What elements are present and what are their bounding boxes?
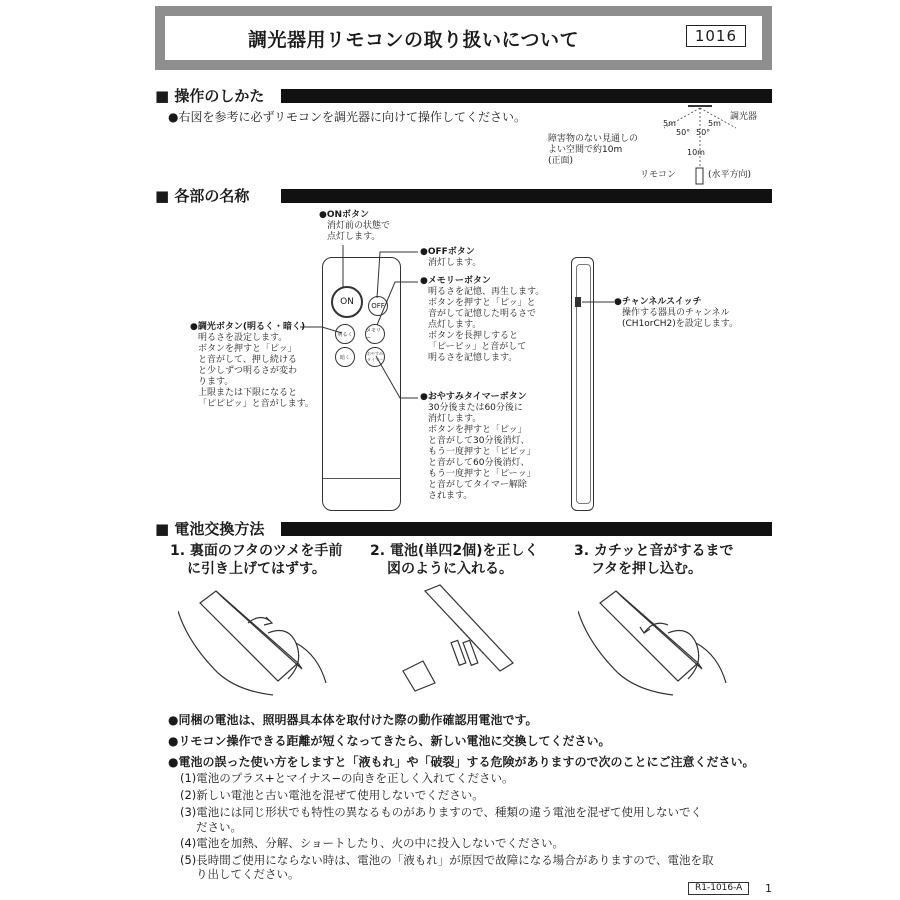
dark-key[interactable]: 暗く — [335, 347, 355, 367]
off-button-description: ●OFFボタン 消灯します。 — [420, 247, 482, 268]
page-title: 調光器用リモコンの取り扱いについて — [247, 29, 580, 51]
dist-front-label: 10m — [687, 148, 705, 157]
obstacle-note-line3: (正面) — [548, 156, 574, 166]
caution-item-2: (2)新しい電池と古い電池を混ぜて使用しないでください。 — [180, 788, 484, 802]
illustration-close-cover — [578, 583, 728, 698]
dist-left-label: 5m — [663, 119, 676, 128]
dist-right-label: 5m — [708, 119, 721, 128]
timer-button-description: ●おやすみタイマーボタン 30分後または60分後に 消灯します。 ボタンを押すと「ピッ」 と音がして30分後消灯、 もう一度押すと「ピピッ」 と音がして60分後消灯、 もう一度押すと「ピーッ」 と音がしてタイマー解除 されます。 — [420, 392, 536, 501]
doc-number-badge: 1016 — [686, 25, 746, 47]
caution-item-3-cont: ださい。 — [196, 820, 242, 834]
operation-instruction: ●右図を参考に必ずリモコンを調光器に向けて操作してください。 — [168, 110, 526, 124]
illustration-insert-batteries — [395, 583, 525, 698]
horizontal-label: (水平方向) — [708, 170, 752, 180]
caution-item-5-cont: り出してください。 — [196, 867, 300, 881]
dim-button-description: ●調光ボタン(明るく・暗く) 明るさを設定します。 ボタンを押すと「ピッ」 と音がして、押し続ける と少しずつ明るさが変わ ります。 上限または下限になると 「ピピピッ」と音がします。 — [190, 322, 314, 409]
caution-item-1: (1)電池のプラス+とマイナス−の向きを正しく入れてください。 — [180, 771, 514, 785]
section-operation-heading: ■ 操作のしかた — [155, 87, 772, 105]
page-number: 1 — [765, 882, 772, 895]
section-parts-heading: ■ 各部の名称 — [155, 187, 772, 205]
battery-step-3: 3. カチッと音がするまで フタを押し込む。 — [574, 543, 734, 577]
timer-key[interactable]: おやすみタイマー — [365, 347, 385, 367]
caution-item-3: (3)電池には同じ形状でも特性の異なるものがありますので、種類の違う電池を混ぜて使用しないでく — [180, 805, 703, 819]
caution-item-4: (4)電池を加熱、分解、ショートしたり、火の中に投入しないでください。 — [180, 836, 565, 850]
battery-step-1: 1. 裏面のフタのツメを手前 に引き上げてはずす。 — [170, 543, 343, 577]
on-key[interactable]: ON — [331, 286, 363, 318]
remote-label: リモコン — [640, 170, 677, 180]
channel-switch-description: ●チャンネルスイッチ 操作する器具のチャンネル (CH1orCH2)を設定します。 — [614, 297, 739, 329]
battery-step-2: 2. 電池(単四2個)を正しく 図のように入れる。 — [370, 543, 539, 577]
battery-note-1: ●同梱の電池は、照明器具本体を取付けた際の動作確認用電池です。 — [168, 713, 538, 727]
angle-right-label: 50° — [696, 128, 711, 137]
battery-note-2: ●リモコン操作できる距離が短くなってきたら、新しい電池に交換してください。 — [168, 734, 611, 748]
section-battery-heading: ■ 電池交換方法 — [155, 520, 772, 538]
bright-key[interactable]: 明るく — [335, 324, 355, 344]
dimmer-label: 調光器 — [730, 112, 758, 122]
angle-left-label: 50° — [676, 128, 691, 137]
on-button-description: ●ONボタン 消灯前の状態で 点灯します。 — [319, 210, 391, 242]
illustration-remove-cover — [178, 583, 328, 698]
footer-doc-code: R1-1016-A — [688, 882, 749, 895]
memory-key[interactable]: メモリー — [365, 324, 385, 344]
caution-item-5: (5)長時間ご使用にならない時は、電池の「液もれ」が原因で故障になる場合がありますので、電池を取 — [180, 853, 714, 867]
obstacle-note-line2: よい空間で約10m — [548, 145, 623, 155]
memory-button-description: ●メモリーボタン 明るさを記憶、再生します。 ボタンを押すと「ピッ」と 音がして記憶した明るさで 点灯します。 ボタンを長押しすると 「ピーピッ」と音がして 明るさを記憶します。 — [420, 276, 545, 363]
off-key[interactable]: OFF — [368, 296, 388, 316]
obstacle-note-line1: 障害物のない見通しの — [548, 134, 639, 144]
battery-note-3: ●電池の誤った使い方をしますと「液もれ」や「破裂」する危険がありますので次のことにご注意ください。 — [168, 755, 755, 769]
